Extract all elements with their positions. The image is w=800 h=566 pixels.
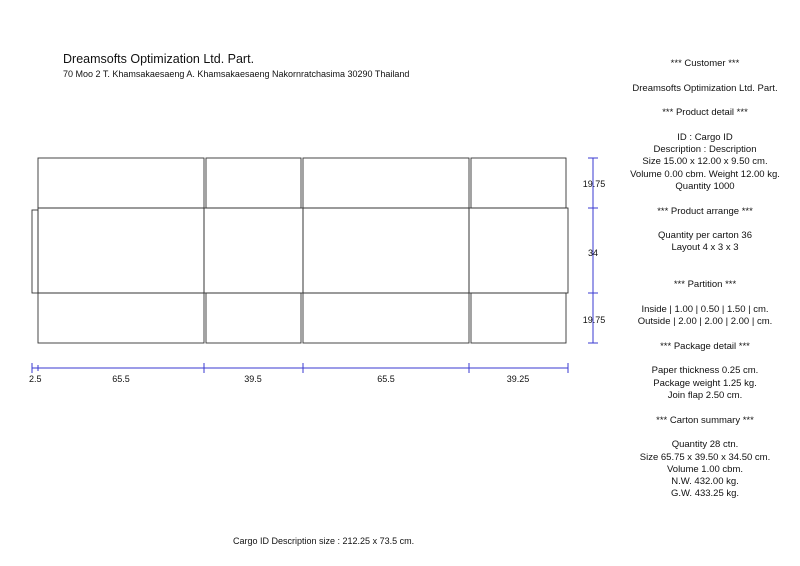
details-panel — [605, 58, 800, 501]
partition-inside: Inside | 1.00 | 0.50 | 1.50 | cm. — [641, 303, 769, 315]
summary-volume: Volume 1.00 cbm. — [666, 463, 744, 475]
arrange-layout: Layout 4 x 3 x 3 — [671, 242, 739, 254]
product-header: *** Product detail *** — [662, 107, 748, 119]
package-header: *** Package detail *** — [660, 340, 750, 352]
width-label-panel-4: 39.25 — [506, 374, 530, 384]
bottom-flap-3 — [303, 293, 469, 343]
package-paper-thickness: Paper thickness 0.25 cm. — [651, 365, 759, 377]
height-label-body: 34 — [587, 248, 599, 258]
product-size: Size 15.00 x 12.00 x 9.50 cm. — [642, 156, 768, 168]
top-flap-3 — [303, 158, 469, 208]
package-weight: Package weight 1.25 kg. — [653, 377, 757, 389]
top-flap-2 — [206, 158, 301, 208]
width-label-flap: 2.5 — [29, 374, 42, 384]
customer-header: *** Customer *** — [670, 58, 740, 69]
width-label-panel-2: 39.5 — [244, 374, 262, 384]
package-join-flap: Join flap 2.50 cm. — [667, 390, 743, 402]
top-flap-1 — [38, 158, 204, 208]
bottom-flap-4 — [471, 293, 566, 343]
summary-quantity: Quantity 28 ctn. — [671, 439, 739, 451]
arrange-quantity: Quantity per carton 36 — [658, 230, 752, 242]
summary-header: *** Carton summary *** — [656, 414, 754, 426]
height-label-top-flap: 19.75 — [582, 179, 606, 189]
body-panel-4 — [469, 208, 568, 293]
arrange-header: *** Product arrange *** — [657, 205, 753, 217]
company-name: Dreamsofts Optimization Ltd. Part. — [63, 52, 255, 66]
height-label-bottom-flap: 19.75 — [582, 315, 606, 325]
summary-net-weight: N.W. 432.00 kg. — [671, 476, 739, 488]
width-dimension-line — [32, 363, 568, 373]
product-id: ID : Cargo ID — [677, 131, 733, 143]
body-panel-3 — [303, 208, 469, 293]
body-panel-1 — [38, 208, 204, 293]
bottom-flap-2 — [206, 293, 301, 343]
top-flap-4 — [471, 158, 566, 208]
customer-name: Dreamsofts Optimization Ltd. Part. — [632, 82, 778, 94]
size-caption: Cargo ID Description size : 212.25 x 73.5 cm. — [233, 536, 415, 546]
partition-header: *** Partition *** — [673, 279, 737, 291]
summary-gross-weight: G.W. 433.25 kg. — [670, 488, 740, 500]
glue-flap — [32, 210, 38, 293]
company-address: 70 Moo 2 T. Khamsakaesaeng A. Khamsakaesaeng Nakornratchasima 30290 Thailand — [63, 69, 410, 79]
width-label-panel-1: 65.5 — [112, 374, 130, 384]
bottom-flap-1 — [38, 293, 204, 343]
product-description: Description : Description — [653, 144, 757, 156]
width-label-panel-3: 65.5 — [377, 374, 395, 384]
partition-outside: Outside | 2.00 | 2.00 | 2.00 | cm. — [637, 316, 773, 328]
body-panel-2 — [204, 208, 303, 293]
summary-size: Size 65.75 x 39.50 x 34.50 cm. — [639, 451, 771, 463]
product-quantity: Quantity 1000 — [675, 180, 735, 192]
product-volume-weight: Volume 0.00 cbm. Weight 12.00 kg. — [630, 168, 780, 180]
